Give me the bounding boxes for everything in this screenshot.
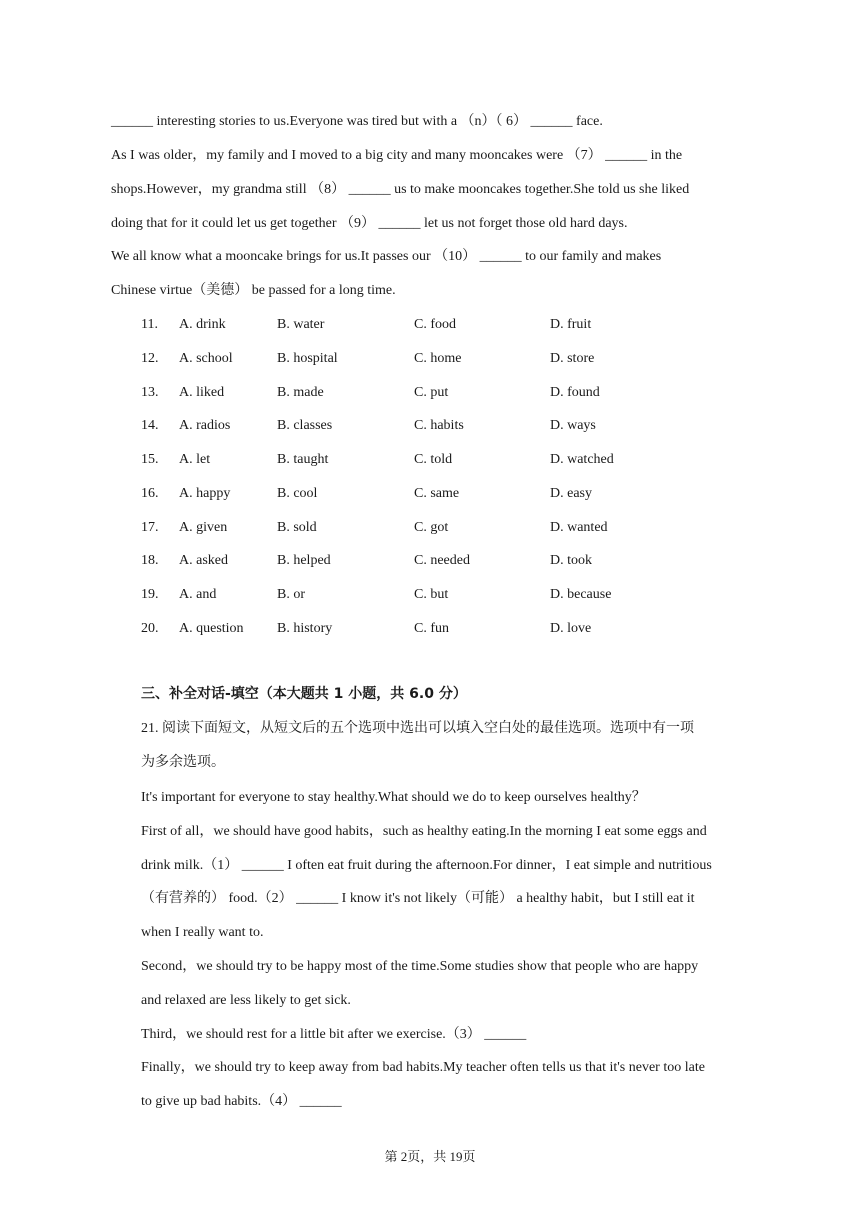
question-number: 16. bbox=[141, 486, 159, 501]
passage-line: drink milk.（1） ______ I often eat fruit during the afternoon.For dinner，I eat simple and nutritious bbox=[141, 858, 712, 873]
option-b: B. made bbox=[277, 385, 324, 400]
section-heading: 三、补全对话-填空（本大题共 1 小题，共 6.0 分） bbox=[141, 686, 467, 702]
option-c: C. but bbox=[414, 587, 449, 602]
question-number: 18. bbox=[141, 553, 159, 568]
question-number: 17. bbox=[141, 520, 159, 535]
passage-line: to give up bad habits.（4） ______ bbox=[141, 1094, 342, 1109]
option-b: B. taught bbox=[277, 452, 329, 467]
option-c: C. told bbox=[414, 452, 453, 467]
passage-line: First of all，we should have good habits，such as healthy eating.In the morning I eat some eggs and bbox=[141, 824, 707, 839]
option-a: A. let bbox=[179, 452, 211, 467]
option-a: A. asked bbox=[179, 553, 228, 568]
option-a: A. happy bbox=[179, 486, 231, 501]
question-row bbox=[141, 619, 781, 639]
option-b: B. cool bbox=[277, 486, 318, 501]
option-d: D. fruit bbox=[550, 317, 592, 332]
option-a: A. drink bbox=[179, 317, 226, 332]
question-row bbox=[141, 484, 781, 504]
passage-line-6: Chinese virtue（美德） be passed for a long time. bbox=[111, 283, 396, 298]
question-row bbox=[141, 518, 781, 538]
question-number: 11. bbox=[141, 317, 158, 332]
option-a: A. question bbox=[179, 621, 244, 636]
option-d: D. because bbox=[550, 587, 612, 602]
passage-line: Finally，we should try to keep away from bad habits.My teacher often tells us that it's never too late bbox=[141, 1060, 705, 1075]
option-a: A. and bbox=[179, 587, 217, 602]
option-b: B. or bbox=[277, 587, 305, 602]
passage-line-5: We all know what a mooncake brings for us.It passes our （10） ______ to our family and makes bbox=[111, 249, 662, 264]
option-b: B. classes bbox=[277, 418, 333, 433]
question-number: 19. bbox=[141, 587, 159, 602]
option-d: D. found bbox=[550, 385, 600, 400]
option-a: A. school bbox=[179, 351, 233, 366]
passage-line: and relaxed are less likely to get sick. bbox=[141, 993, 351, 1008]
option-c: C. got bbox=[414, 520, 449, 535]
question-row bbox=[141, 349, 781, 369]
instruction-continuation: 为多余选项。 bbox=[141, 755, 225, 770]
option-b: B. history bbox=[277, 621, 333, 636]
option-d: D. store bbox=[550, 351, 595, 366]
passage-line-2: As I was older，my family and I moved to a big city and many mooncakes were （7） ______ in the bbox=[111, 148, 683, 163]
option-d: D. took bbox=[550, 553, 592, 568]
passage-line: Second，we should try to be happy most of the time.Some studies show that people who are happy bbox=[141, 959, 699, 974]
passage-line: when I really want to. bbox=[141, 925, 264, 940]
question-row bbox=[141, 315, 781, 335]
option-a: A. given bbox=[179, 520, 228, 535]
option-d: D. easy bbox=[550, 486, 592, 501]
option-b: B. helped bbox=[277, 553, 331, 568]
option-c: C. put bbox=[414, 385, 449, 400]
option-d: D. love bbox=[550, 621, 592, 636]
question-21-instruction: 21. 阅读下面短文，从短文后的五个选项中选出可以填入空白处的最佳选项。选项中有一项 bbox=[141, 721, 694, 736]
option-c: C. fun bbox=[414, 621, 449, 636]
page-number: 第 2页，共 19页 bbox=[384, 1149, 476, 1164]
option-d: D. watched bbox=[550, 452, 614, 467]
question-number: 15. bbox=[141, 452, 159, 467]
question-row bbox=[141, 383, 781, 403]
option-a: A. radios bbox=[179, 418, 231, 433]
option-c: C. same bbox=[414, 486, 460, 501]
passage-line: It's important for everyone to stay healthy.What should we do to keep ourselves healthy？ bbox=[141, 790, 646, 805]
question-row bbox=[141, 551, 781, 571]
passage-line-1: ______ interesting stories to us.Everyone was tired but with a （n）（ 6） ______ face. bbox=[111, 114, 603, 129]
option-b: B. sold bbox=[277, 520, 317, 535]
question-number: 12. bbox=[141, 351, 159, 366]
question-row bbox=[141, 585, 781, 605]
passage-line-3: shops.However，my grandma still （8） ______ us to make mooncakes together.She told us she liked bbox=[111, 182, 690, 197]
question-row bbox=[141, 450, 781, 470]
question-number: 13. bbox=[141, 385, 159, 400]
passage-line: Third，we should rest for a little bit after we exercise.（3） ______ bbox=[141, 1027, 527, 1042]
passage-line-4: doing that for it could let us get together （9） ______ let us not forget those old hard days. bbox=[111, 216, 628, 231]
option-d: D. wanted bbox=[550, 520, 608, 535]
question-row bbox=[141, 416, 781, 436]
option-c: C. needed bbox=[414, 553, 470, 568]
option-c: C. habits bbox=[414, 418, 464, 433]
passage-line: （有营养的） food.（2） ______ I know it's not likely（可能） a healthy habit，but I still eat it bbox=[141, 891, 695, 906]
option-b: B. water bbox=[277, 317, 325, 332]
option-b: B. hospital bbox=[277, 351, 338, 366]
question-number: 20. bbox=[141, 621, 159, 636]
option-d: D. ways bbox=[550, 418, 596, 433]
option-c: C. food bbox=[414, 317, 456, 332]
option-c: C. home bbox=[414, 351, 462, 366]
option-a: A. liked bbox=[179, 385, 225, 400]
question-number: 14. bbox=[141, 418, 159, 433]
